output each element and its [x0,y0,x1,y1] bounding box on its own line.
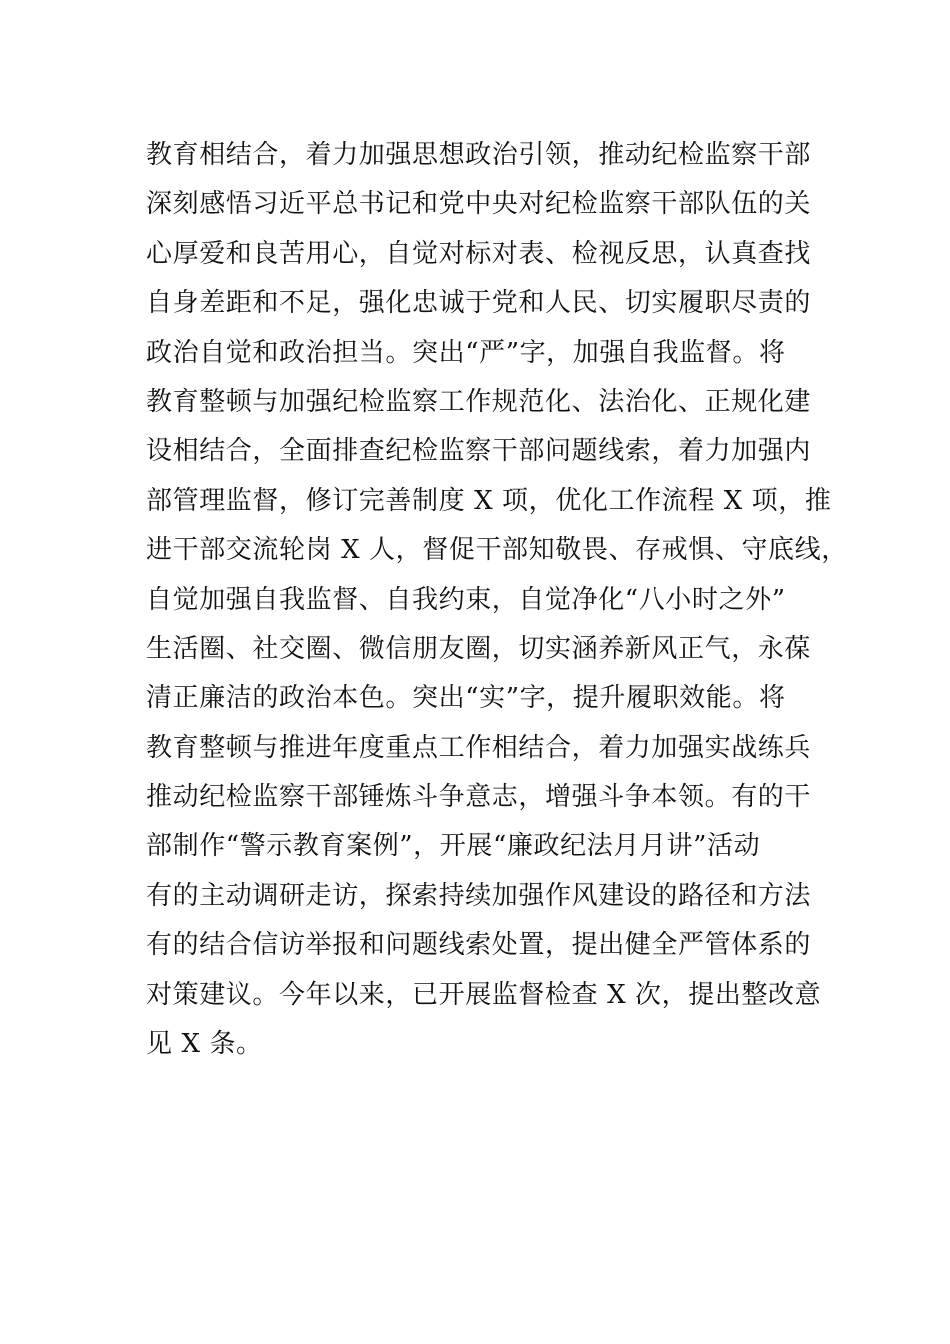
text-line: 政治自觉和政治担当。突出“严”字，加强自我监督。将 [146,337,786,368]
text-line: 有的主动调研走访，探索持续加强作风建设的路径和方法 [146,880,812,911]
text-line: 教育整顿与加强纪检监察工作规范化、法治化、正规化建 [146,386,812,417]
text-line: 教育相结合，着力加强思想政治引领，推动纪检监察干部 [146,140,812,170]
text-line: 推动纪检监察干部锤炼斗争意志，增强斗争本领。有的干 [146,782,812,813]
text-line: 教育整顿与推进年度重点工作相结合，着力加强实战练兵 [146,732,812,763]
text-line: 生活圈、社交圈、微信朋友圈，切实涵养新风正气，永葆 [146,633,812,664]
text-line: 设相结合，全面排查纪检监察干部问题线索，着力加强内 [146,436,812,467]
text-line: 自觉加强自我监督、自我约束，自觉净化“八小时之外” [146,584,786,615]
text-line: 深刻感悟习近平总书记和党中央对纪检监察干部队伍的关 [146,189,812,220]
text-line: 有的结合信访举报和问题线索处置，提出健全严管体系的 [146,930,812,961]
text-line: 部制作“警示教育案例”，开展“廉政纪法月月讲”活动 [146,831,761,862]
text-line: 见 X 条。 [146,1029,263,1060]
body-paragraph [146,131,848,1069]
text-line: 心厚爱和良苦用心，自觉对标对表、检视反思，认真查找 [146,238,812,269]
text-line: 进干部交流轮岗 X 人，督促干部知敬畏、存戒惧、守底线， [146,535,848,566]
text-line: 对策建议。今年以来，已开展监督检查 X 次，提出整改意 [146,979,822,1010]
text-line: 自身差距和不足，强化忠诚于党和人民、切实履职尽责的 [146,288,812,319]
text-line: 清正廉洁的政治本色。突出“实”字，提升履职效能。将 [146,683,786,714]
text-line: 部管理监督，修订完善制度 X 项，优化工作流程 X 项，推 [146,485,832,516]
